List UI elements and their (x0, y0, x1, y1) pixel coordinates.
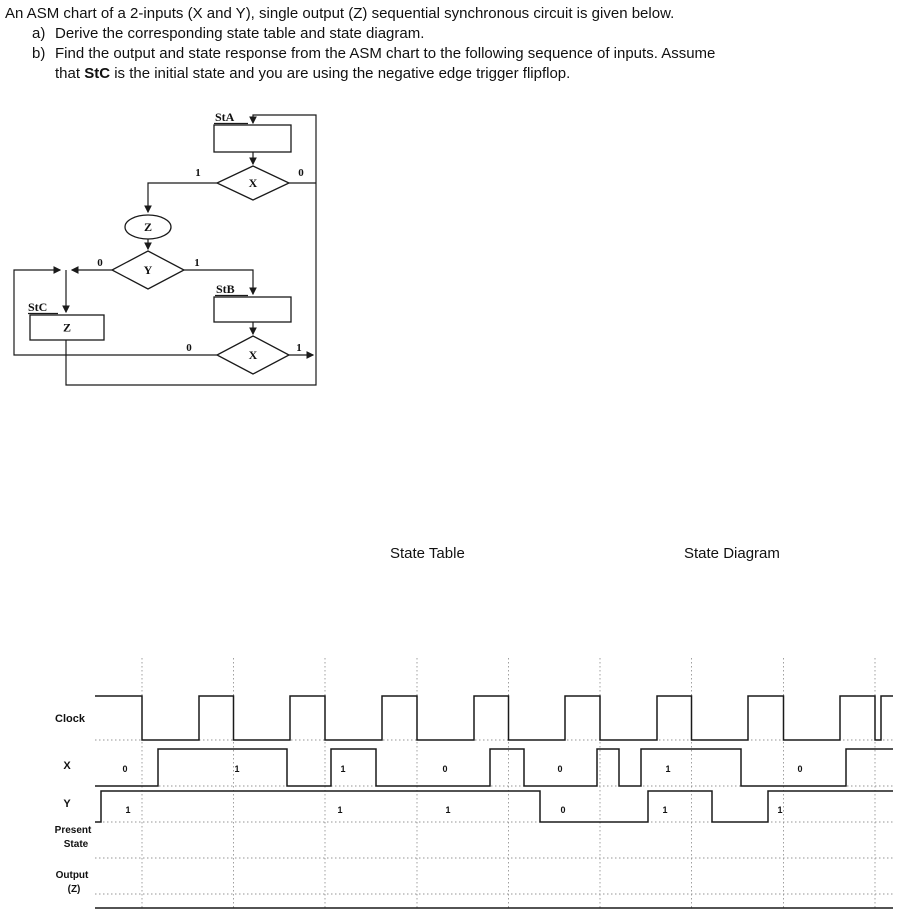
y-waveform (95, 791, 893, 822)
present-state-row-label-2: State (63, 839, 89, 850)
decision-mid-text: Y (143, 263, 153, 277)
item-b-label: b) (32, 45, 46, 62)
y-value-label: 0 (560, 805, 566, 815)
branch-top-true-label: 1 (195, 167, 201, 179)
branch-bottom-false-label: 0 (186, 342, 192, 354)
waveform-layer (95, 658, 893, 908)
state-box-stb (214, 297, 291, 322)
x-waveform (95, 749, 893, 786)
state-c-output-text: Z (62, 320, 72, 335)
problem-item-b-cont (5, 64, 905, 84)
decision-top-text: X (248, 176, 258, 190)
x-value-label: 1 (234, 764, 240, 774)
output-row-label-2: (Z) (67, 884, 81, 895)
clock-waveform (95, 696, 893, 740)
problem-statement (5, 4, 905, 84)
y-value-label: 1 (337, 805, 343, 815)
y-value-label: 1 (445, 805, 451, 815)
edge-topx-true-to-z (148, 183, 217, 212)
item-b-initial-state: StC (84, 65, 111, 82)
branch-bottom-true-label: 1 (296, 342, 302, 354)
timing-diagram (25, 650, 905, 912)
conditional-output-text: Z (143, 220, 153, 234)
clock-row-label: Clock (55, 713, 85, 725)
y-value-label: 1 (125, 805, 131, 815)
x-value-label: 0 (797, 764, 803, 774)
state-box-sta (214, 125, 291, 152)
state-table-caption: State Table (390, 545, 465, 562)
x-value-label: 1 (665, 764, 671, 774)
present-state-row-label-1: Present (54, 825, 92, 836)
y-value-label: 1 (662, 805, 668, 815)
x-value-label: 0 (122, 764, 128, 774)
y-value-label: 1 (777, 805, 783, 815)
state-b-label: StB (216, 282, 235, 296)
item-b-text-1: Find the output and state response from the ASM chart to the following sequence of inputs. Assume (55, 45, 716, 62)
problem-item-a (5, 24, 905, 44)
problem-intro (5, 4, 905, 24)
item-b-text-2-post: is the initial state and you are using the negative edge trigger flipflop. (110, 65, 571, 82)
x-value-label: 0 (557, 764, 563, 774)
branch-mid-true-label: 1 (194, 257, 200, 269)
asm-chart (0, 100, 340, 400)
state-c-label: StC (28, 300, 48, 314)
item-a-label: a) (32, 25, 46, 42)
branch-mid-false-label: 0 (97, 257, 103, 269)
x-value-label: 1 (340, 764, 346, 774)
problem-intro-text: An ASM chart of a 2-inputs (X and Y), single output (Z) sequential synchronous circuit is given below. (5, 5, 675, 22)
output-row-label-1: Output (55, 870, 89, 881)
x-row-label: X (63, 760, 71, 772)
state-diagram-caption: State Diagram (684, 545, 780, 562)
item-a-text: Derive the corresponding state table and state diagram. (55, 25, 425, 42)
y-row-label: Y (63, 798, 71, 810)
decision-bottom-text: X (248, 348, 258, 362)
state-a-label: StA (215, 110, 235, 124)
item-b-text-2-pre: that (55, 65, 85, 82)
branch-top-false-label: 0 (298, 167, 304, 179)
problem-item-b (5, 44, 905, 64)
x-value-label: 0 (442, 764, 448, 774)
